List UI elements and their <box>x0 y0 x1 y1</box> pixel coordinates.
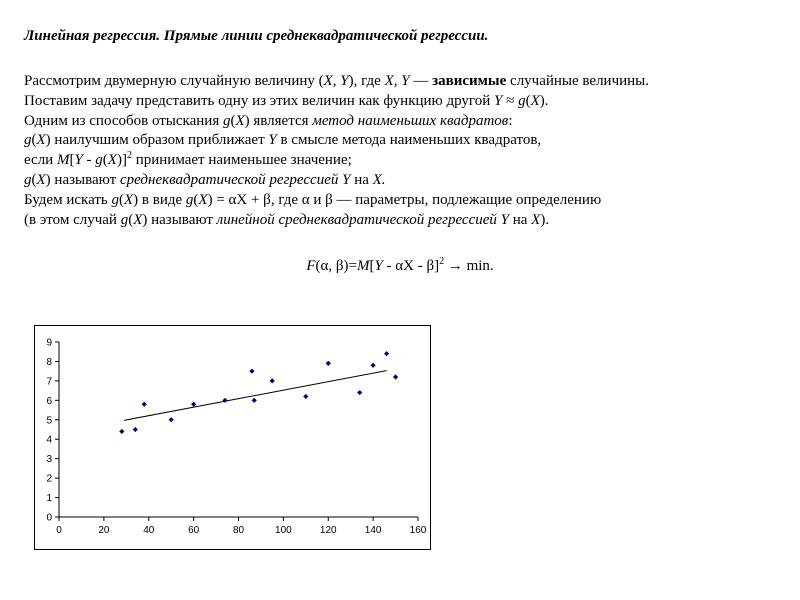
x-tick-label: 60 <box>188 525 200 536</box>
body-line-2: Поставим задачу представить одну из этих величин как функцию другой Y ≈ g(X). <box>24 92 549 109</box>
x-tick-label: 160 <box>409 525 427 536</box>
x-tick-label: 80 <box>232 525 245 536</box>
x-tick-label: 100 <box>275 525 292 536</box>
data-point <box>270 378 275 383</box>
y-tick-label: 3 <box>46 454 52 466</box>
y-tick-label: 7 <box>46 376 52 388</box>
body-line-8: (в этом случай g(X) называют линейной среднеквадратической регрессией Y на X). <box>24 211 550 228</box>
data-point <box>169 417 174 422</box>
body-line-5: если M[Y - g(X)]$^2$ принимает наименьшее значение; <box>24 150 352 169</box>
data-point <box>303 394 308 399</box>
body-line-6: g(X) называют среднеквадратической регрессией Y на X. <box>24 171 386 188</box>
data-point <box>371 363 376 368</box>
body-line-7: Будем искать g(X) в виде g(X) = αX + β, где α и β — параметры, подлежащие определению <box>24 191 602 208</box>
body-text <box>24 72 776 230</box>
data-point <box>384 351 389 356</box>
data-point <box>326 361 331 366</box>
data-point <box>119 429 124 434</box>
formula: F(α, β)=M[Y - αX - β]$^2$ → min. <box>306 256 494 274</box>
y-tick-label: 9 <box>46 337 52 349</box>
y-tick-label: 0 <box>46 512 52 524</box>
x-tick-label: 40 <box>143 525 155 536</box>
y-tick-label: 5 <box>46 415 52 427</box>
x-tick-label: 120 <box>319 525 337 536</box>
body-line-3: Одним из способов отыскания g(X) является метод наименьших квадратов: <box>24 112 513 129</box>
y-tick-label: 6 <box>46 395 52 407</box>
y-tick-label: 4 <box>46 434 52 446</box>
y-tick-label: 1 <box>46 493 52 505</box>
regression-line <box>124 371 387 421</box>
data-point <box>357 390 362 395</box>
x-tick-label: 140 <box>364 525 382 536</box>
body-line-4: g(X) наилучшим образом приближает Y в смысле метода наименьших квадратов, <box>24 132 542 149</box>
data-point <box>252 398 257 403</box>
body-line-1: Рассмотрим двумерную случайную величину (X, Y), где X, Y — зависимые случайные величины. <box>24 73 650 89</box>
y-tick-label: 2 <box>46 473 52 485</box>
x-tick-label: 20 <box>98 525 110 536</box>
data-point <box>222 398 227 403</box>
data-point <box>191 402 196 407</box>
scatter-chart-frame <box>34 325 431 550</box>
data-point <box>133 427 138 432</box>
slide-title: Линейная регрессия. Прямые линии среднеквадратической регрессии. <box>24 28 489 44</box>
y-tick-label: 8 <box>46 356 52 368</box>
data-point <box>393 374 398 379</box>
x-tick-label: 0 <box>56 525 62 536</box>
data-point <box>142 402 147 407</box>
scatter-chart <box>35 326 430 549</box>
data-point <box>249 369 254 374</box>
